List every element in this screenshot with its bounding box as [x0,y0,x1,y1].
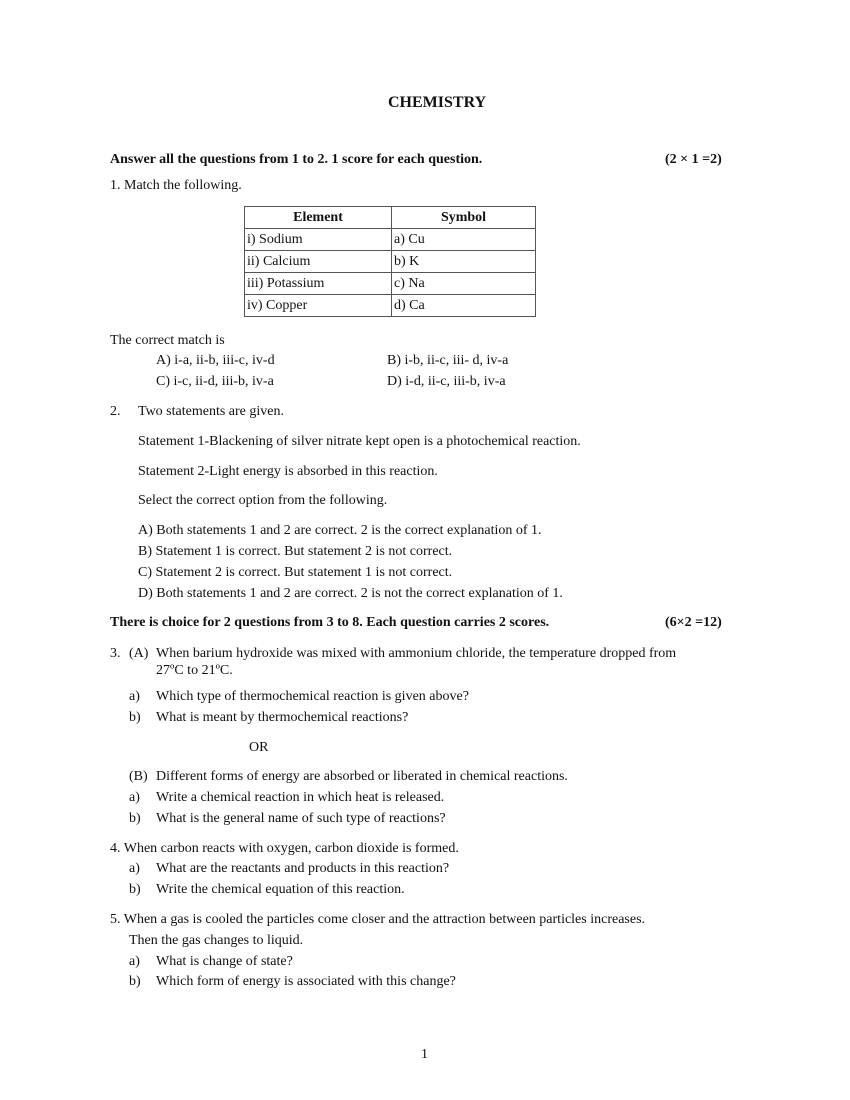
match-table [244,206,536,317]
q2-intro: Two statements are given. [138,404,284,419]
q2-statement-2: Statement 2-Light energy is absorbed in this reaction. [138,464,438,479]
q3-number: 3. [110,646,121,661]
q4-text: 4. When carbon reacts with oxygen, carbon dioxide is formed. [110,841,459,856]
q2-number: 2. [110,404,121,419]
q1-text: 1. Match the following. [110,178,242,193]
q2-option-a: A) Both statements 1 and 2 are correct. 2 is the correct explanation of 1. [138,523,542,538]
q1-option-c: C) i-c, ii-d, iii-b, iv-a [156,374,274,389]
q4-sub-a: What are the reactants and products in this reaction? [156,861,450,876]
table-cell-symbol: d) Ca [392,295,536,317]
table-row [245,295,536,317]
q3-or: OR [249,740,269,755]
q3-a-label: (A) [129,646,149,661]
q4-sub-b: Write the chemical equation of this reaction. [156,882,405,897]
q2-select: Select the correct option from the following. [138,493,388,508]
q1-lead: The correct match is [110,333,225,348]
q3-a-sub-a: Which type of thermochemical reaction is given above? [156,689,469,704]
table-row [245,251,536,273]
table-cell-element: ii) Calcium [245,251,392,273]
table-row [245,229,536,251]
table-cell-symbol: b) K [392,251,536,273]
q5-text-line2: Then the gas changes to liquid. [129,933,304,948]
q3-b-label: (B) [129,769,148,784]
table-cell-element: i) Sodium [245,229,392,251]
table-header-element: Element [245,207,392,229]
table-cell-symbol: a) Cu [392,229,536,251]
q3-b-sub-a: Write a chemical reaction in which heat is released. [156,790,445,805]
table-cell-element: iii) Potassium [245,273,392,295]
q1-option-a: A) i-a, ii-b, iii-c, iv-d [156,353,275,368]
q5-sub-a: What is change of state? [156,954,293,969]
q4-sub-a-label: a) [129,861,140,876]
q3-b-sub-b-label: b) [129,811,141,826]
table-header-symbol: Symbol [392,207,536,229]
q3-a-sub-b-label: b) [129,710,141,725]
q5-sub-b: Which form of energy is associated with this change? [156,974,456,989]
q1-option-d: D) i-d, ii-c, iii-b, iv-a [387,374,506,389]
q2-statement-1: Statement 1-Blackening of silver nitrate kept open is a photochemical reaction. [138,434,581,449]
q3-b-text: Different forms of energy are absorbed or liberated in chemical reactions. [156,769,568,784]
q5-text-line1: 5. When a gas is cooled the particles come closer and the attraction between particles increases. [110,912,646,927]
q5-sub-a-label: a) [129,954,140,969]
section2-marks: (6×2 =12) [665,615,722,630]
section2-instruction: There is choice for 2 questions from 3 to 8. Each question carries 2 scores. [110,615,550,630]
page-number: 1 [421,1047,428,1062]
q4-sub-b-label: b) [129,882,141,897]
q2-option-b: B) Statement 1 is correct. But statement 2 is not correct. [138,544,453,559]
table-cell-symbol: c) Na [392,273,536,295]
table-row [245,273,536,295]
q5-sub-b-label: b) [129,974,141,989]
q3-a-sub-b: What is meant by thermochemical reactions? [156,710,409,725]
q1-option-b: B) i-b, ii-c, iii- d, iv-a [387,353,509,368]
q3-b-sub-a-label: a) [129,790,140,805]
page-title: CHEMISTRY [388,94,487,111]
table-header-row [245,207,536,229]
section1-marks: (2 × 1 =2) [665,152,722,167]
q3-a-sub-a-label: a) [129,689,140,704]
q3-a-text-line1: When barium hydroxide was mixed with ammonium chloride, the temperature dropped from [156,646,677,661]
q3-a-text-line2: 27ºC to 21ºC. [156,663,233,678]
q2-option-c: C) Statement 2 is correct. But statement 1 is not correct. [138,565,453,580]
q3-b-sub-b: What is the general name of such type of reactions? [156,811,446,826]
section1-instruction: Answer all the questions from 1 to 2. 1 score for each question. [110,152,483,167]
q2-option-d: D) Both statements 1 and 2 are correct. 2 is not the correct explanation of 1. [138,586,563,601]
table-cell-element: iv) Copper [245,295,392,317]
